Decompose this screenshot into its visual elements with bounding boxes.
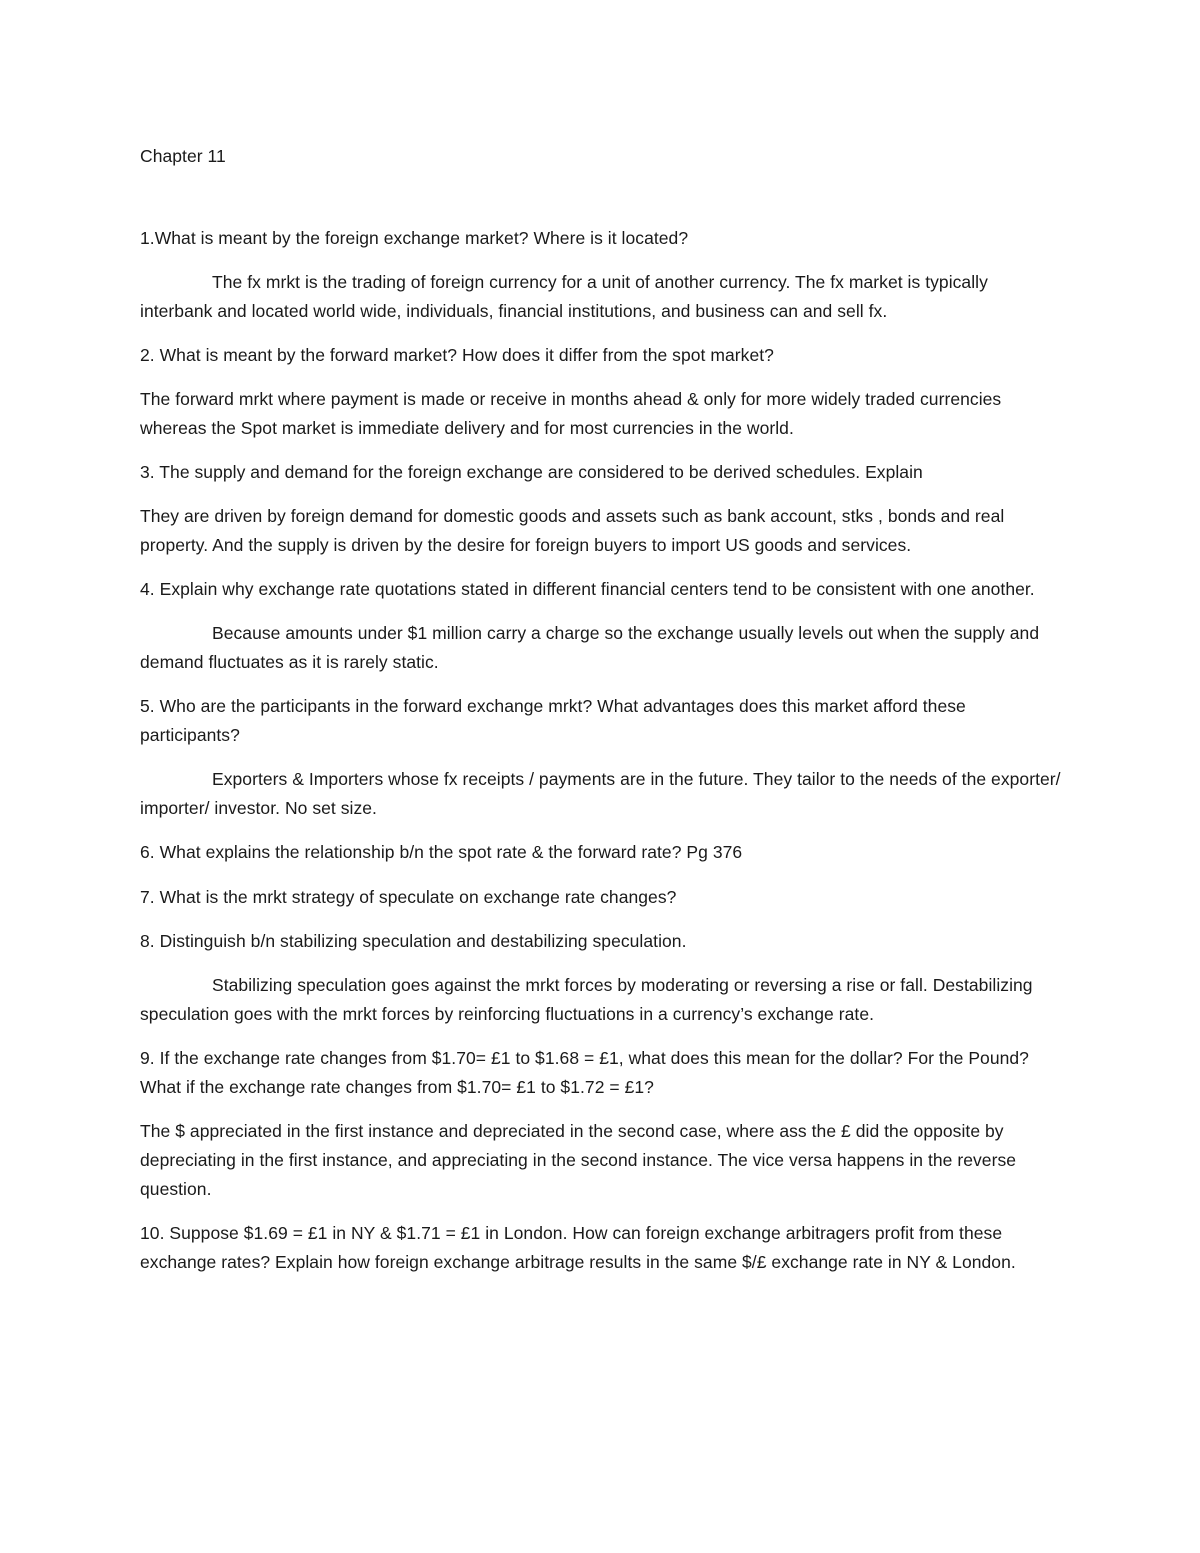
qa-list [140,224,1065,1277]
question-1: 1.What is meant by the foreign exchange market? Where is it located? [140,228,689,248]
answer-4: Because amounts under $1 million carry a charge so the exchange usually levels out when the supply and demand fluctuates as it is rarely static. [140,623,1040,672]
document-body [140,142,1065,1292]
question-2: 2. What is meant by the forward market? How does it differ from the spot market? [140,345,774,365]
answer-8: Stabilizing speculation goes against the mrkt forces by moderating or reversing a rise or fall. Destabilizing speculation goes with the mrkt forces by reinforcing fluctuations in a currency’s exchange rate. [140,975,1033,1024]
question-3: 3. The supply and demand for the foreign exchange are considered to be derived schedules. Explain [140,462,923,482]
answer-5: Exporters & Importers whose fx receipts / payments are in the future. They tailor to the needs of the exporter/ importer/ investor. No set size. [140,769,1061,818]
question-10: 10. Suppose $1.69 = £1 in NY & $1.71 = £1 in London. How can foreign exchange arbitragers profit from these exchange rates? Explain how foreign exchange arbitrage results in the same $/£ exchange rate in NY & London. [140,1223,1016,1272]
question-5: 5. Who are the participants in the forward exchange mrkt? What advantages does this market afford these participants? [140,696,966,745]
answer-3: They are driven by foreign demand for domestic goods and assets such as bank account, stks , bonds and real property. And the supply is driven by the desire for foreign buyers to import US goods and services. [140,506,1005,555]
question-9: 9. If the exchange rate changes from $1.70= £1 to $1.68 = £1, what does this mean for the dollar? For the Pound? What if the exchange rate changes from $1.70= £1 to $1.72 = £1? [140,1048,1029,1097]
question-8: 8. Distinguish b/n stabilizing speculation and destabilizing speculation. [140,931,687,951]
answer-2: The forward mrkt where payment is made or receive in months ahead & only for more widely traded currencies whereas the Spot market is immediate delivery and for most currencies in the world. [140,389,1002,438]
question-4: 4. Explain why exchange rate quotations stated in different financial centers tend to be consistent with one another. [140,579,1035,599]
question-7: 7. What is the mrkt strategy of speculate on exchange rate changes? [140,887,677,907]
answer-9: The $ appreciated in the first instance and depreciated in the second case, where ass the £ did the opposite by depreciating in the first instance, and appreciating in the second instance. The vice versa happens in the reverse question. [140,1121,1017,1199]
question-6: 6. What explains the relationship b/n the spot rate & the forward rate? Pg 376 [140,842,743,862]
answer-1: The fx mrkt is the trading of foreign currency for a unit of another currency. The fx market is typically interbank and located world wide, individuals, financial institutions, and business can and sell fx. [140,272,988,321]
document-title: Chapter 11 [140,146,226,166]
